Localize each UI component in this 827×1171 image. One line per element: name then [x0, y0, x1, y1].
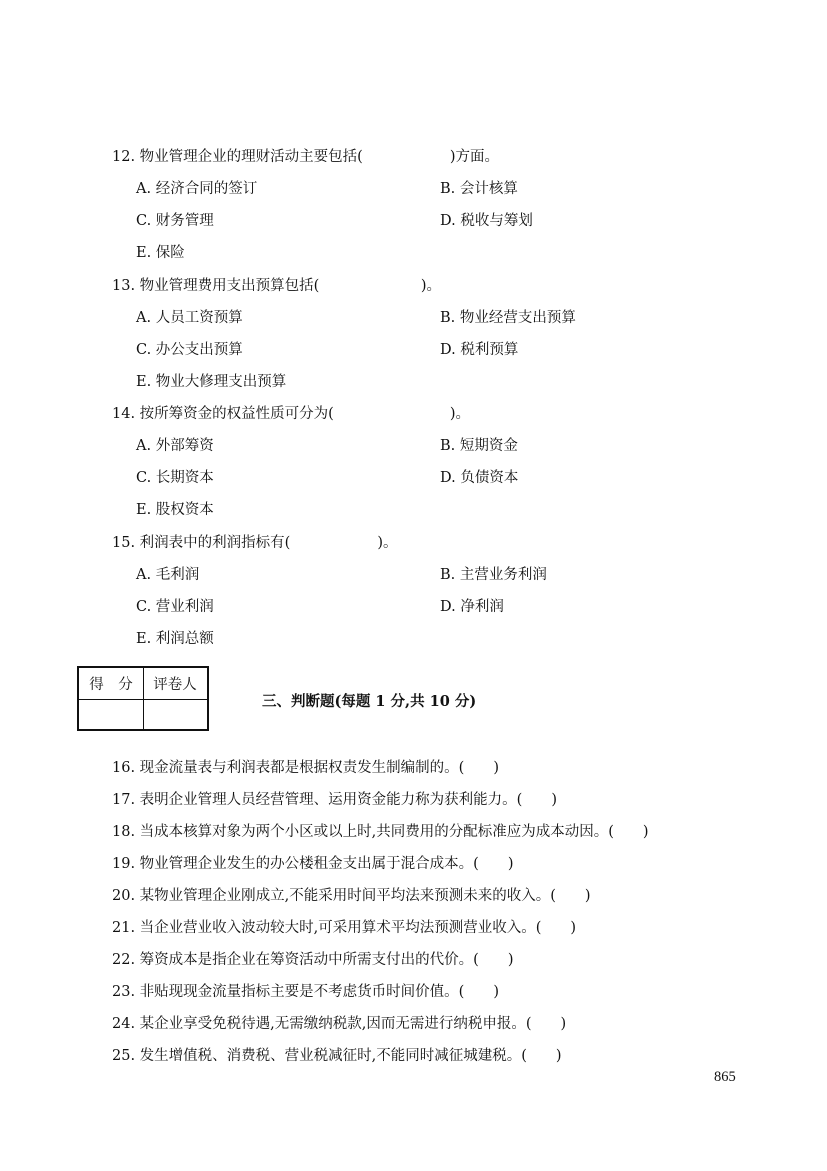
question-13-option-d: D. 税利预算: [440, 342, 519, 358]
question-25: 25. 发生增值税、消费税、营业税减征时,不能同时减征城建税。( ): [112, 1048, 562, 1064]
question-24: 24. 某企业享受免税待遇,无需缴纳税款,因而无需进行纳税申报。( ): [112, 1016, 567, 1032]
question-20: 20. 某物业管理企业刚成立,不能采用时间平均法来预测未来的收入。( ): [112, 888, 591, 904]
question-14-option-d: D. 负债资本: [440, 470, 519, 486]
question-13-option-a: A. 人员工资预算: [136, 310, 243, 326]
score-label: 得 分: [89, 677, 133, 693]
question-15-option-b: B. 主营业务利润: [440, 567, 547, 583]
question-23: 23. 非贴现现金流量指标主要是不考虑货币时间价值。( ): [112, 984, 499, 1000]
section-title: 三、判断题(每题 1 分,共 10 分): [262, 693, 477, 710]
question-12-option-a: A. 经济合同的签订: [136, 181, 258, 197]
page-number: 865: [714, 1069, 736, 1085]
question-12-stem: 12. 物业管理企业的理财活动主要包括( )方面。: [112, 149, 499, 165]
score-input-cell[interactable]: [79, 699, 143, 729]
question-17: 17. 表明企业管理人员经营管理、运用资金能力称为获利能力。( ): [112, 792, 557, 808]
grader-input-cell[interactable]: [143, 699, 207, 729]
question-13-option-b: B. 物业经营支出预算: [440, 310, 576, 326]
question-15-option-a: A. 毛利润: [136, 567, 200, 583]
question-14-stem: 14. 按所筹资金的权益性质可分为( )。: [112, 406, 470, 422]
question-19: 19. 物业管理企业发生的办公楼租金支出属于混合成本。( ): [112, 856, 514, 872]
question-13-option-e: E. 物业大修理支出预算: [136, 374, 287, 390]
question-14-option-c: C. 长期资本: [136, 470, 214, 486]
question-22: 22. 筹资成本是指企业在筹资活动中所需支付出的代价。( ): [112, 952, 514, 968]
question-16: 16. 现金流量表与利润表都是根据权责发生制编制的。( ): [112, 760, 499, 776]
question-13-option-c: C. 办公支出预算: [136, 342, 243, 358]
question-15-option-c: C. 营业利润: [136, 599, 214, 615]
score-table: [77, 666, 209, 731]
question-18: 18. 当成本核算对象为两个小区或以上时,共同费用的分配标准应为成本动因。( ): [112, 824, 649, 840]
question-15-stem: 15. 利润表中的利润指标有( )。: [112, 535, 398, 551]
question-12-option-b: B. 会计核算: [440, 181, 518, 197]
question-15-option-e: E. 利润总额: [136, 631, 214, 647]
question-14-option-e: E. 股权资本: [136, 502, 214, 518]
question-12-option-c: C. 财务管理: [136, 213, 214, 229]
question-12-option-d: D. 税收与筹划: [440, 213, 533, 229]
question-12-option-e: E. 保险: [136, 245, 185, 261]
question-15-option-d: D. 净利润: [440, 599, 504, 615]
question-13-stem: 13. 物业管理费用支出预算包括( )。: [112, 278, 441, 294]
question-21: 21. 当企业营业收入波动较大时,可采用算术平均法预测营业收入。( ): [112, 920, 577, 936]
grader-label: 评卷人: [153, 677, 197, 693]
question-14-option-b: B. 短期资金: [440, 438, 518, 454]
question-14-option-a: A. 外部筹资: [136, 438, 214, 454]
